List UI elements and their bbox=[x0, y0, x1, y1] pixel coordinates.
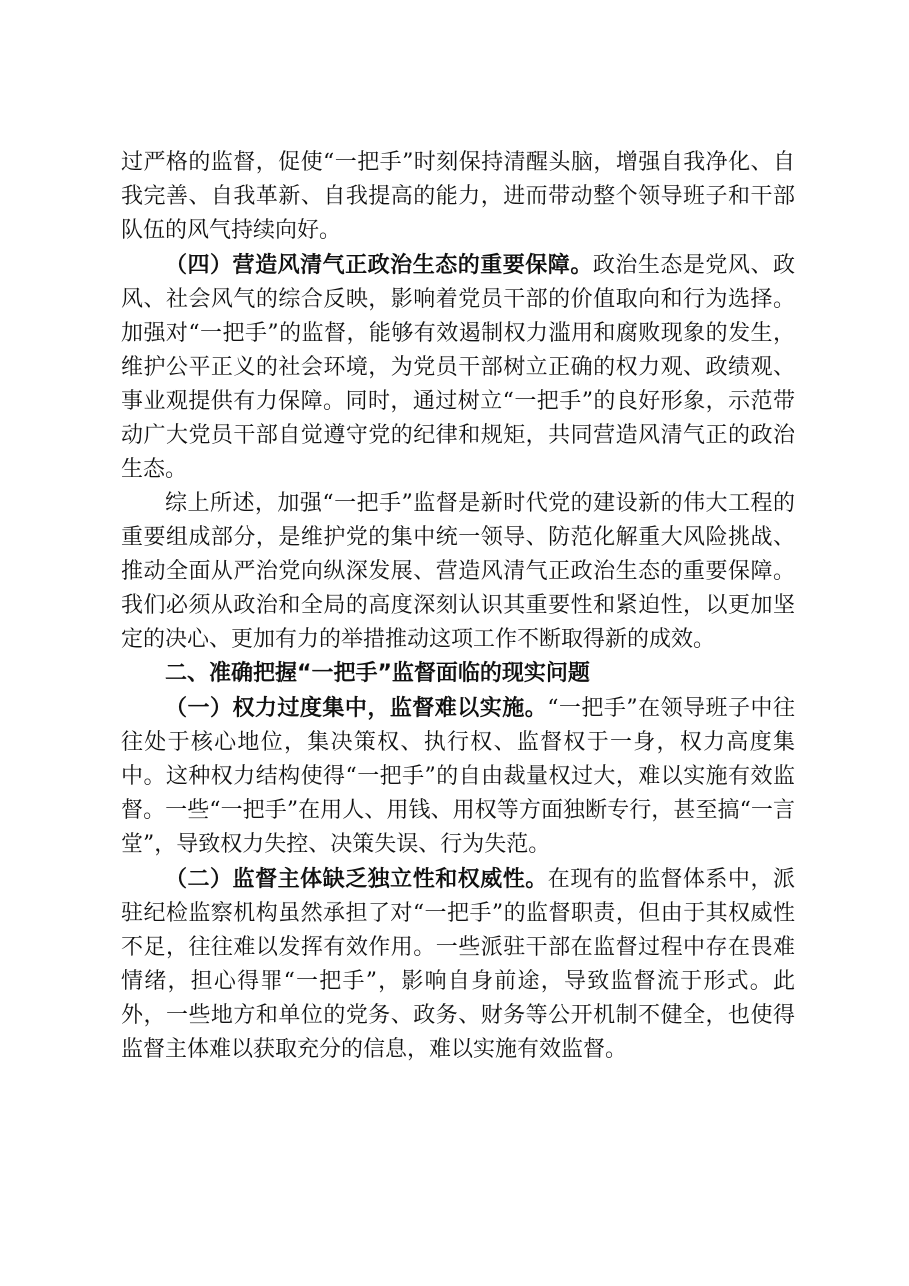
paragraph-text: 政治生态是党风、政风、社会风气的综合反映，影响着党员干部的价值取向和行为选择。加强对“一把手”的监督，能够有效遏制权力滥用和腐败现象的发生，维护公平正义的社会环境，为党员干部树立正确的权力观、政绩观、事业观提供有力保障。同时，通过树立“一把手”的良好形象，示范带动广大党员干部自觉遵守党的纪律和规矩，共同营造风清气正的政治生态。 bbox=[121, 253, 795, 482]
paragraph-text: 在现有的监督体系中，派驻纪检监察机构虽然承担了对“一把手”的监督职责，但由于其权威性不足，往往难以发挥有效作用。一些派驻干部在监督过程中存在畏难情绪，担心得罪“一把手”，影响自身前途，导致监督流于形式。此外，一些地方和单位的党务、政务、财务等公开机制不健全，也使得监督主体难以获取充分的信息，难以实施有效监督。 bbox=[121, 867, 795, 1062]
paragraph-summary bbox=[121, 487, 795, 657]
paragraph-two bbox=[121, 862, 795, 1067]
section-heading: 二、准确把握“一把手”监督面临的现实问题 bbox=[165, 661, 590, 686]
paragraph-lead: （四）营造风清气正政治生态的重要保障。 bbox=[165, 252, 593, 278]
paragraph-continuation bbox=[121, 146, 795, 248]
paragraph-text: “一把手”在领导班子中往往处于核心地位，集决策权、执行权、监督权于一身，权力高度集中。这种权力结构使得“一把手”的自由裁量权过大，难以实施有效监督。一些“一把手”在用人、用钱、用权等方面独断专行，甚至搞“一言堂”，导致权力失控、决策失误、行为失范。 bbox=[121, 696, 795, 857]
paragraph-four bbox=[121, 248, 795, 487]
document-body bbox=[121, 146, 795, 1067]
paragraph-text: 综上所述，加强“一把手”监督是新时代党的建设新的伟大工程的重要组成部分，是维护党的集中统一领导、防范化解重大风险挑战、推动全面从严治党向纵深发展、营造风清气正政治生态的重要保障。我们必须从政治和全局的高度深刻认识其重要性和紧迫性，以更加坚定的决心、更加有力的举措推动这项工作不断取得新的成效。 bbox=[121, 491, 795, 652]
paragraph-lead: （一）权力过度集中，监督难以实施。 bbox=[165, 695, 548, 721]
paragraph-lead: （二）监督主体缺乏独立性和权威性。 bbox=[165, 866, 548, 892]
paragraph-one bbox=[121, 691, 795, 862]
paragraph-text: 过严格的监督，促使“一把手”时刻保持清醒头脑，增强自我净化、自我完善、自我革新、自我提高的能力，进而带动整个领导班子和干部队伍的风气持续向好。 bbox=[121, 150, 795, 243]
